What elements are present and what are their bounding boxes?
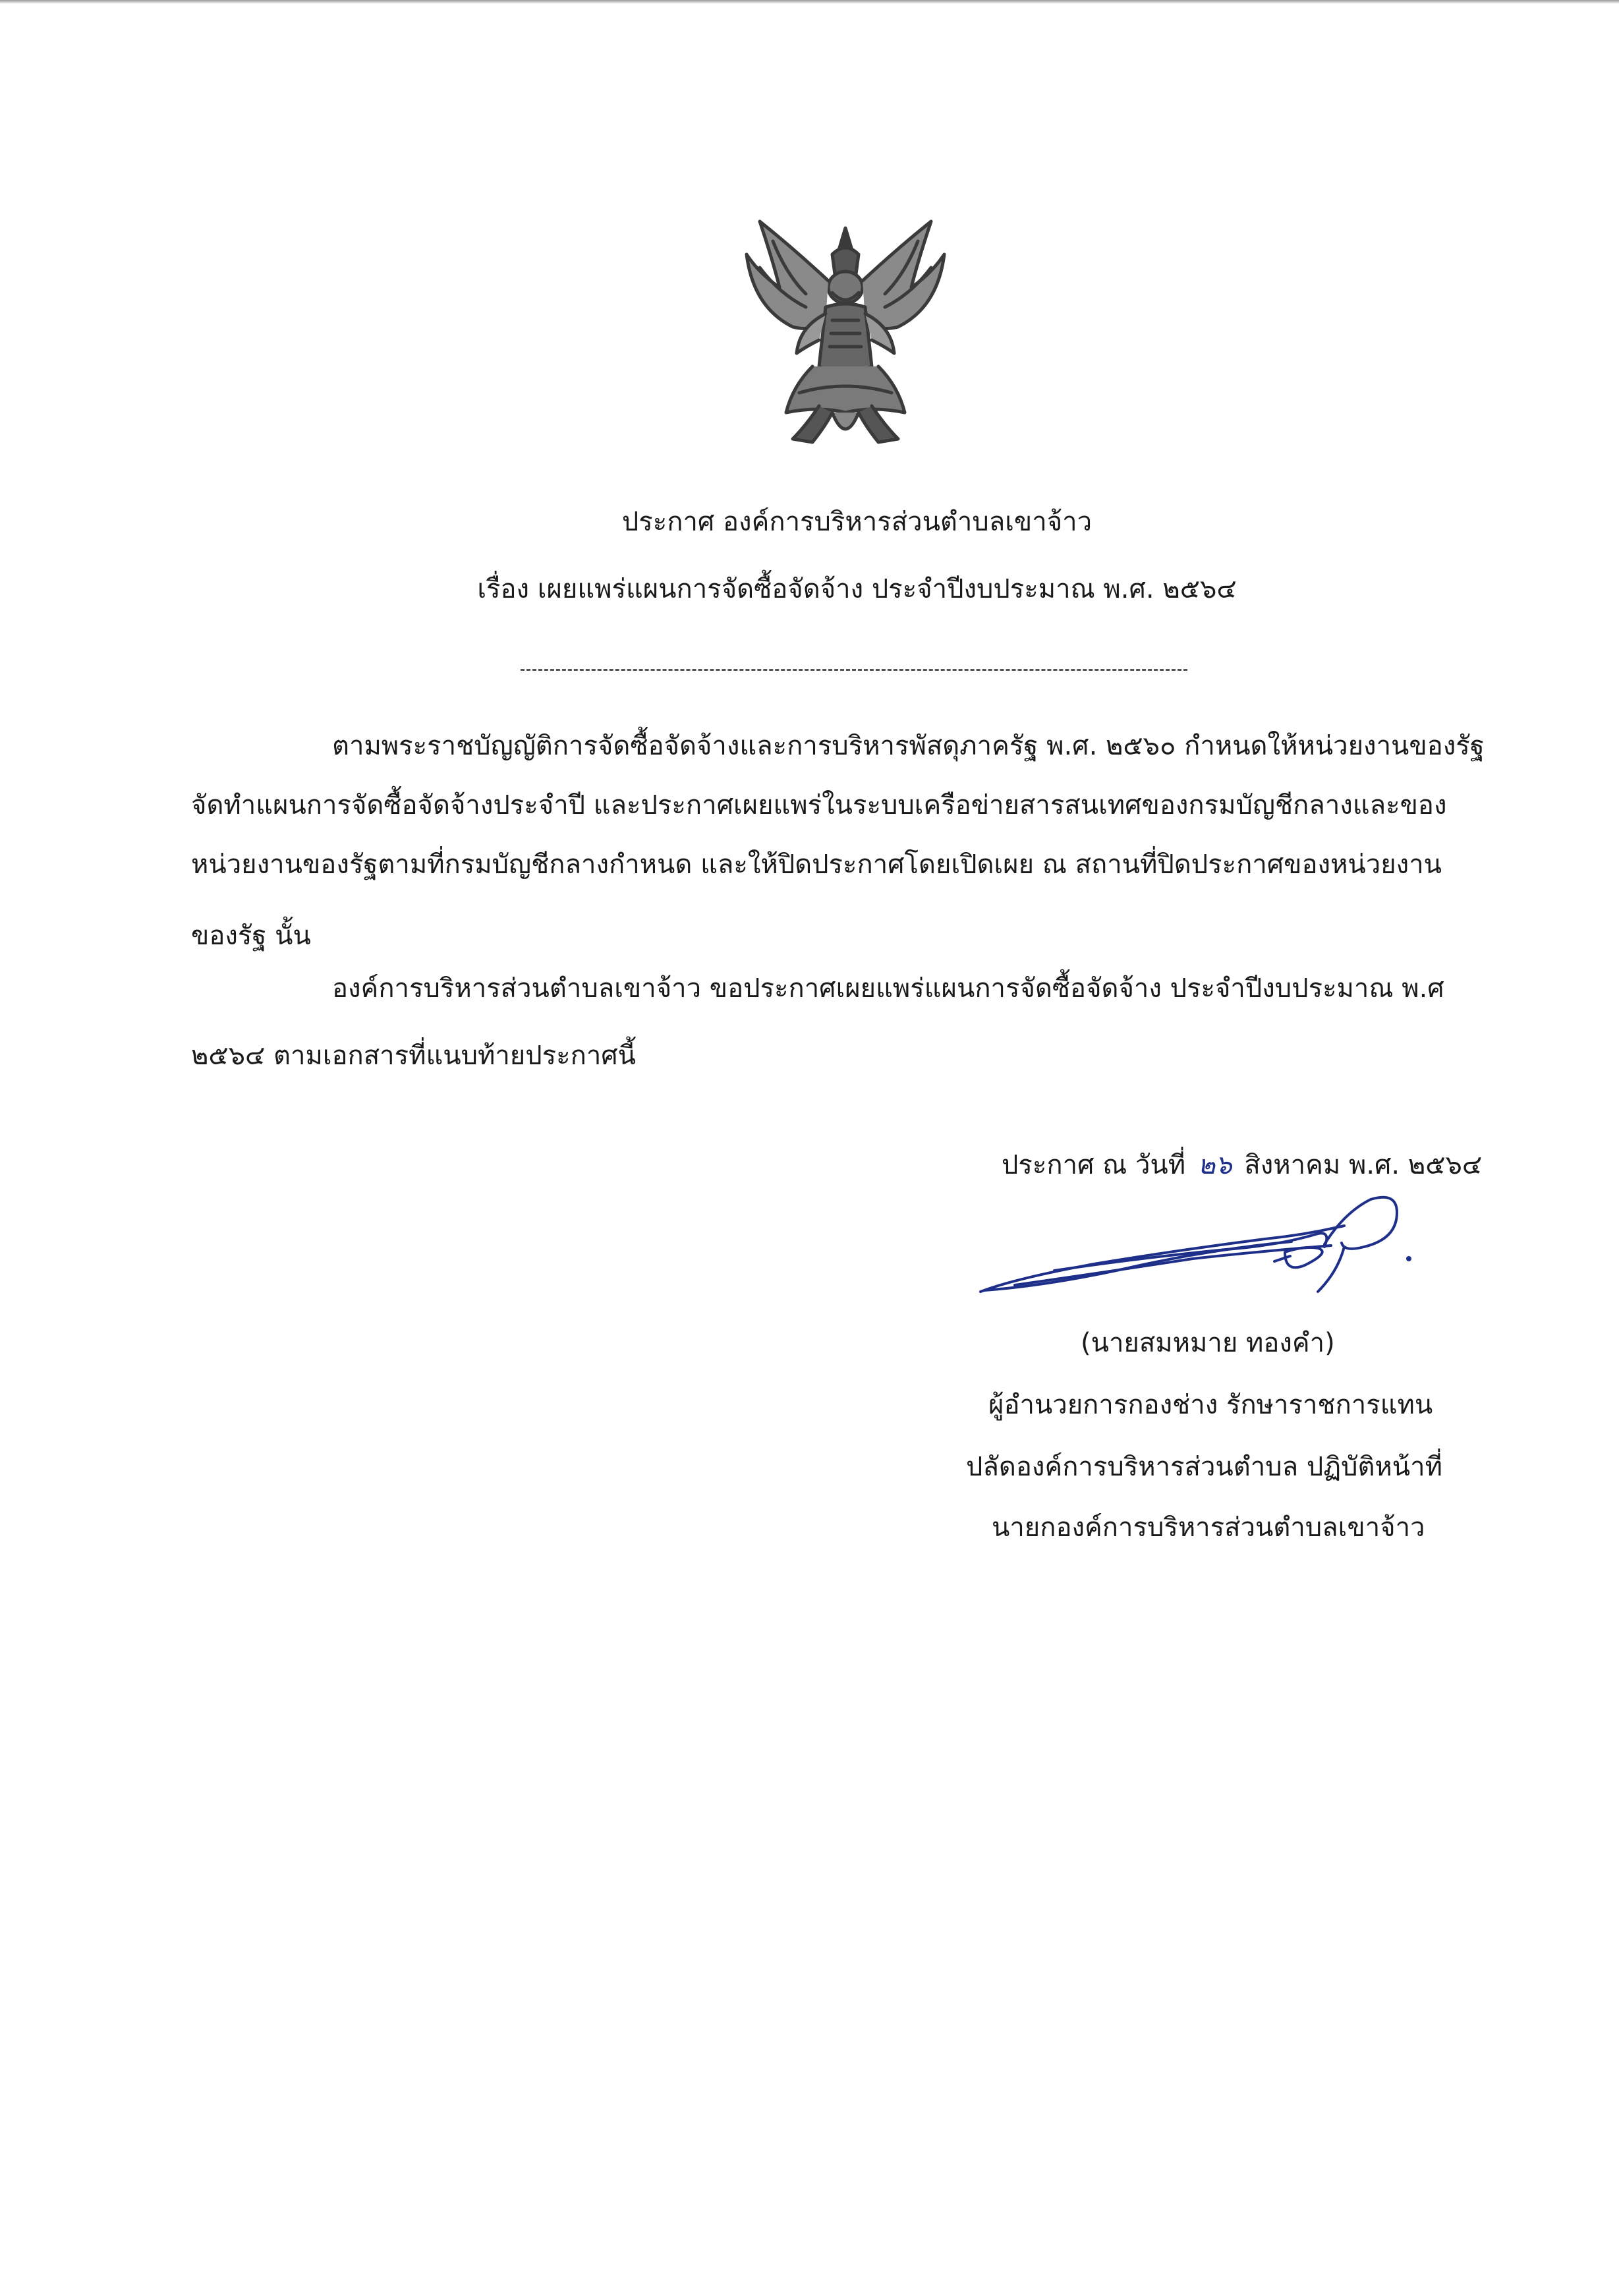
body-paragraph-2-line-1: องค์การบริหารส่วนตำบลเขาจ้าว ขอประกาศเผยแพร่แผนการจัดซื้อจัดจ้าง ประจำปีงบประมาณ พ.ศ — [332, 973, 1444, 1004]
date-suffix: สิงหาคม พ.ศ. ๒๕๖๔ — [1244, 1150, 1483, 1180]
date-prefix: ประกาศ ณ วันที่ — [1002, 1150, 1186, 1180]
dashed-divider — [521, 669, 1187, 671]
date-day-handwritten: ๒๖ — [1197, 1150, 1232, 1180]
announcement-title: ประกาศ องค์การบริหารส่วนตำบลเขาจ้าว — [621, 507, 1093, 537]
body-paragraph-1-line-4: ของรัฐ นั้น — [191, 921, 311, 951]
scan-edge — [0, 0, 1619, 4]
signatory-name: (นายสมหมาย ทองคำ) — [1081, 1328, 1335, 1358]
announcement-date — [1002, 1152, 1482, 1178]
signatory-position-line-1: ผู้อำนวยการกองช่าง รักษาราชการแทน — [988, 1390, 1433, 1420]
body-paragraph-1-line-1: ตามพระราชบัญญัติการจัดซื้อจัดจ้างและการบริหารพัสดุภาครัฐ พ.ศ. ๒๕๖๐ กำหนดให้หน่วยงานของรัฐ — [332, 731, 1485, 761]
announcement-subject: เรื่อง เผยแพร่แผนการจัดซื้อจัดจ้าง ประจำปีงบประมาณ พ.ศ. ๒๕๖๔ — [477, 574, 1237, 604]
signature-icon — [975, 1186, 1423, 1318]
body-paragraph-1-line-3: หน่วยงานของรัฐตามที่กรมบัญชีกลางกำหนด และให้ปิดประกาศโดยเปิดเผย ณ สถานที่ปิดประกาศของหน่วยงาน — [191, 849, 1442, 880]
signatory-position-line-2: ปลัดองค์การบริหารส่วนตำบล ปฏิบัติหน้าที่ — [966, 1452, 1442, 1482]
body-paragraph-1-line-2: จัดทำแผนการจัดซื้อจัดจ้างประจำปี และประกาศเผยแพร่ในระบบเครือข่ายสารสนเทศของกรมบัญชีกลางและของ — [191, 790, 1447, 820]
body-paragraph-2-line-2: ๒๕๖๔ ตามเอกสารที่แนบท้ายประกาศนี้ — [191, 1041, 637, 1071]
signatory-position-line-3: นายกองค์การบริหารส่วนตำบลเขาจ้าว — [992, 1512, 1425, 1543]
garuda-emblem-icon — [733, 215, 957, 452]
